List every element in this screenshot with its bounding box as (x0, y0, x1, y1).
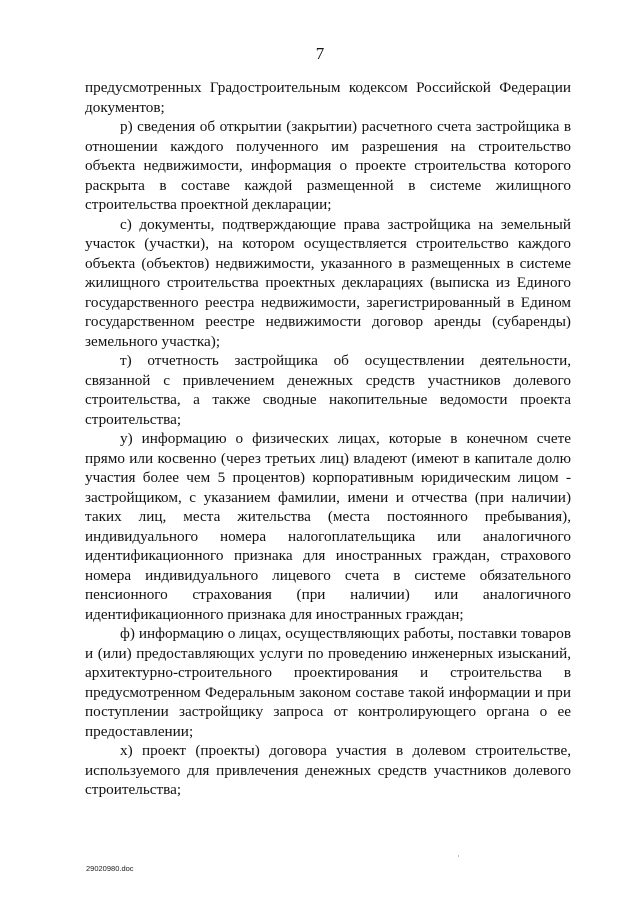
footer-file-name: 29020980.doc (86, 864, 134, 873)
paragraph-item-f: ф) информацию о лицах, осуществляющих работы, поставки товаров и (или) предоставляющих услуги по проведению инженерных изысканий, архитектурно-строительного проектирования и строительства в предусмотренном Федеральным законом составе такой информации и при поступлении застройщику запроса от контролирующего органа о ее предоставлении; (85, 625, 571, 740)
paragraph-item-r: р) сведения об открытии (закрытии) расчетного счета застройщика в отношении каждого полученного им разрешения на строительство объекта недвижимости, информация о проекте строительства которого раскрыта в составе каждой размещенной в системе жилищного строительства проектной декларации; (85, 118, 571, 213)
paragraph-item-s: с) документы, подтверждающие права застройщика на земельный участок (участки), на котором осуществляется строительство каждого объекта (объектов) недвижимости, указанного в размещенных в системе жилищного строительства проектных декларациях (выписка из Единого государственного реестра недвижимости, зарегистрированный в Едином государственном реестре недвижимости договор аренды (субаренды) земельного участка); (85, 215, 571, 350)
paragraph-item-kh: х) проект (проекты) договора участия в долевом строительстве, используемого для привлечения денежных средств участников долевого строительства; (85, 742, 571, 798)
scan-speck (458, 855, 459, 857)
page-number: 7 (315, 44, 325, 63)
paragraph-item-t: т) отчетность застройщика об осуществлении деятельности, связанной с привлечением денежных средств участников долевого строительства, а также сводные накопительные ведомости проекта строительства; (85, 352, 571, 428)
paragraph-continuation: предусмотренных Градостроительным кодексом Российской Федерации документов; (85, 79, 571, 116)
paragraph-item-u: у) информацию о физических лицах, которые в конечном счете прямо или косвенно (через третьих лиц) владеют (имеют в капитале долю участия более чем 5 процентов) корпоративным юридическим лицом - застройщиком, с указанием фамилии, имени и отчества (при наличии) таких лиц, места жительства (места постоянного пребывания), индивидуального номера налогоплательщика или аналогичного идентификационного признака для иностранных граждан, страхового номера индивидуального лицевого счета в системе обязательного пенсионного страхования (при наличии) или аналогичного идентификационного признака для иностранных граждан; (85, 430, 571, 623)
document-body (85, 78, 571, 800)
